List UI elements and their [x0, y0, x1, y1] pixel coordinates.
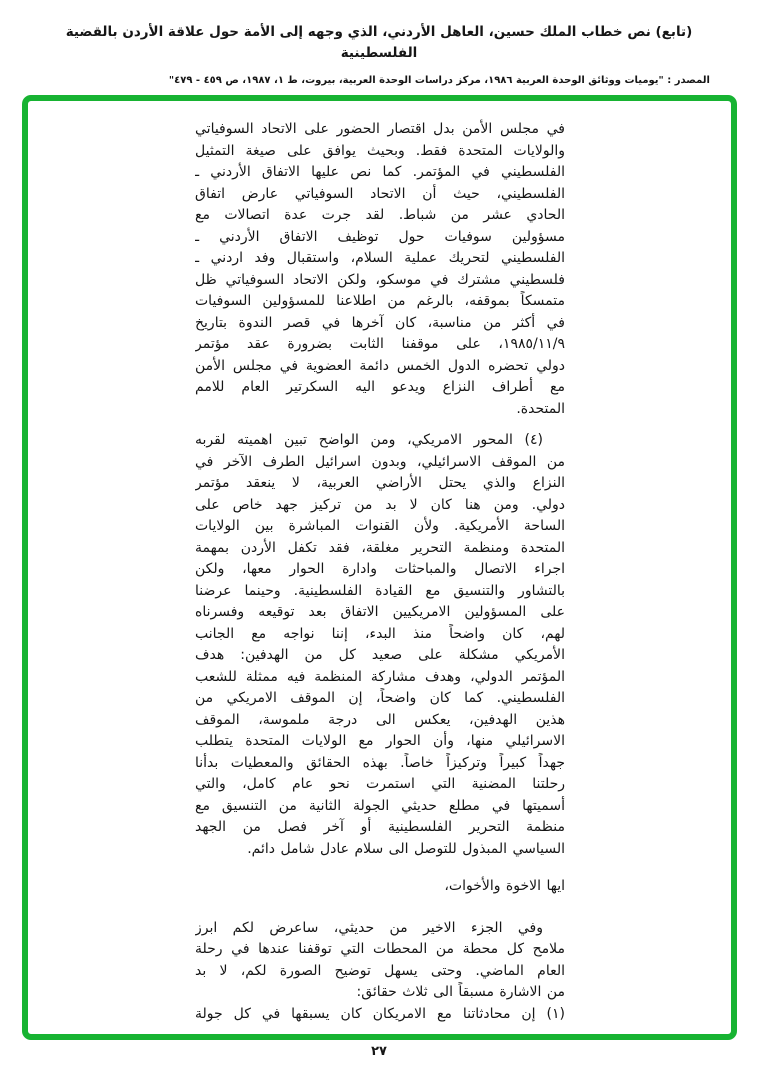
text-line: أسميتها في مطلع حديثي الجولة الثانية من التنسيق مع — [195, 797, 565, 814]
text-line: (٤) المحور الامريكي، ومن الواضح تبين اهميته لقربه — [195, 432, 543, 448]
text-line: من الاشارة مسبقاً الى ثلاث حقائق: — [356, 984, 565, 1000]
source-citation: المصدر : "يوميات ووثائق الوحدة العربية ١٩٨٦، مركز دراسات الوحدة العربية، بيروت، ط ١، ١٩٨٧، ص ٤٥٩ - ٤٧٩" — [168, 75, 710, 86]
text-line: جهداً كبيراً وتركيزاً خاصاً. بهذه الحقائق والمعطيات بدأنا — [195, 754, 565, 771]
text-line: ١٩٨٥/١١/٩، على موقفنا الثابت بضرورة عقد مؤتمر — [195, 336, 565, 352]
paragraph — [195, 918, 565, 1026]
text-line: ملامح كل محطة من المحطات التي توقفنا عندها في رحلة — [195, 941, 565, 957]
paragraph — [195, 430, 565, 860]
text-line: منظمة التحرير الفلسطينية أو آخر فصل من الجهد — [195, 819, 565, 835]
text-line: بالتشاور والتنسيق مع القيادة الفلسطينية. وحينما عرضنا — [195, 582, 565, 599]
text-line: الأمريكي مشكلة على صعيد كل من الهدفين: هدف — [195, 647, 565, 663]
text-line: الساحة الأمريكية. ولأن القنوات المباشرة بين الولايات — [195, 518, 565, 534]
text-line: العام الماضي. وحتى يسهل توضيح الصورة لكم، لا بد — [195, 962, 565, 979]
text-line: دولي تحضره الدول الخمس دائمة العضوية في مجلس الأمن — [195, 357, 565, 374]
text-line: متمسكاً بموقفه، بالرغم من اطلاعنا للمسؤولين السوفيات — [195, 293, 565, 309]
page-title: (تابع) نص خطاب الملك حسين، العاهل الأردني، الذي وجهه إلى الأمة حول علاقة الأردن بالقضية الفلسطينية — [65, 24, 693, 61]
text-line: الحادي عشر من شباط. لقد جرت عدة اتصالات مع — [195, 207, 565, 223]
text-line: اجراء الاتصال والمباحثات وادارة الحوار معها، ولكن — [195, 561, 565, 577]
text-line: لهم، كان واضحاً منذ البدء، إننا نواجه مع الجانب — [195, 625, 565, 642]
text-line: المؤتمر الدولي، وهدف مشاركة المنظمة فيه ممثلة للشعب — [195, 668, 565, 685]
text-line: هذين الهدفين، يعكس الى درجة ملموسة، الموقف — [195, 711, 565, 728]
paragraph — [195, 119, 565, 420]
text-line: في مجلس الأمن بدل اقتصار الحضور على الاتحاد السوفياتي — [195, 121, 565, 137]
salutation — [195, 876, 565, 898]
text-line: الفلسطيني، حيث أن الاتحاد السوفياتي عارض اتفاق — [195, 185, 565, 202]
text-line: دولي. ومن هنا كان لا بد من تركيز جهد خاص على — [195, 496, 565, 513]
text-line: مسؤولين سوفيات حول توظيف الاتفاق الأردني ـ — [195, 228, 565, 245]
text-line: والولايات المتحدة فقط. وبحيث يوافق على صيغة التمثيل — [195, 142, 565, 159]
text-line: ايها الاخوة والأخوات، — [444, 878, 565, 894]
text-line: المتحدة. — [516, 400, 565, 417]
text-line: فلسطيني مشترك في موسكو، ولكن الاتحاد السوفياتي ظل — [195, 271, 565, 288]
text-line: السياسي المبذول للتوصل الى سلام عادل شامل دائم. — [247, 840, 565, 857]
text-line: رحلتنا المضنية التي استمرت نحو عام كامل، والتي — [195, 776, 565, 792]
text-line: وفي الجزء الاخير من حديثي، ساعرض لكم ابرز — [195, 919, 543, 936]
text-line: في أكثر من مناسبة، كان آخرها في قصر الندوة بتاريخ — [195, 314, 565, 331]
text-line: الاسرائيلي منها، وأن الحوار مع الولايات المتحدة يتطلب — [195, 733, 565, 749]
page-header — [0, 22, 758, 88]
text-line: من الموقف الاسرائيلي، وبدون اسرائيل الطرف الآخر في — [195, 453, 565, 470]
text-line: الفلسطيني لتحريك عملية السلام، واستقبال وفد اردني ـ — [195, 250, 565, 266]
text-line: الفلسطيني في المؤتمر. كما نص عليها الاتفاق الأردني ـ — [195, 164, 565, 180]
text-line: على المسؤولين الامريكيين الاتفاق بعد توقيعه وفسرناه — [195, 604, 565, 620]
text-line: المتحدة ومنظمة التحرير مغلقة، فقد تكفل الأردن بمهمة — [195, 539, 565, 556]
page-number: ٢٧ — [371, 1044, 387, 1059]
body-text — [195, 119, 565, 1025]
text-line: مع أطراف النزاع ويدعو اليه السكرتير العام للامم — [195, 379, 565, 395]
text-line: (١) إن محادثاتنا مع الامريكان كان يسبقها في كل جولة — [195, 1005, 565, 1022]
text-line: الفلسطيني. كما كان واضحاً، إن الموقف الامريكي من — [195, 690, 565, 706]
text-line: النزاع والذي يحتل الأراضي العربية، لا ينعقد مؤتمر — [195, 475, 565, 491]
